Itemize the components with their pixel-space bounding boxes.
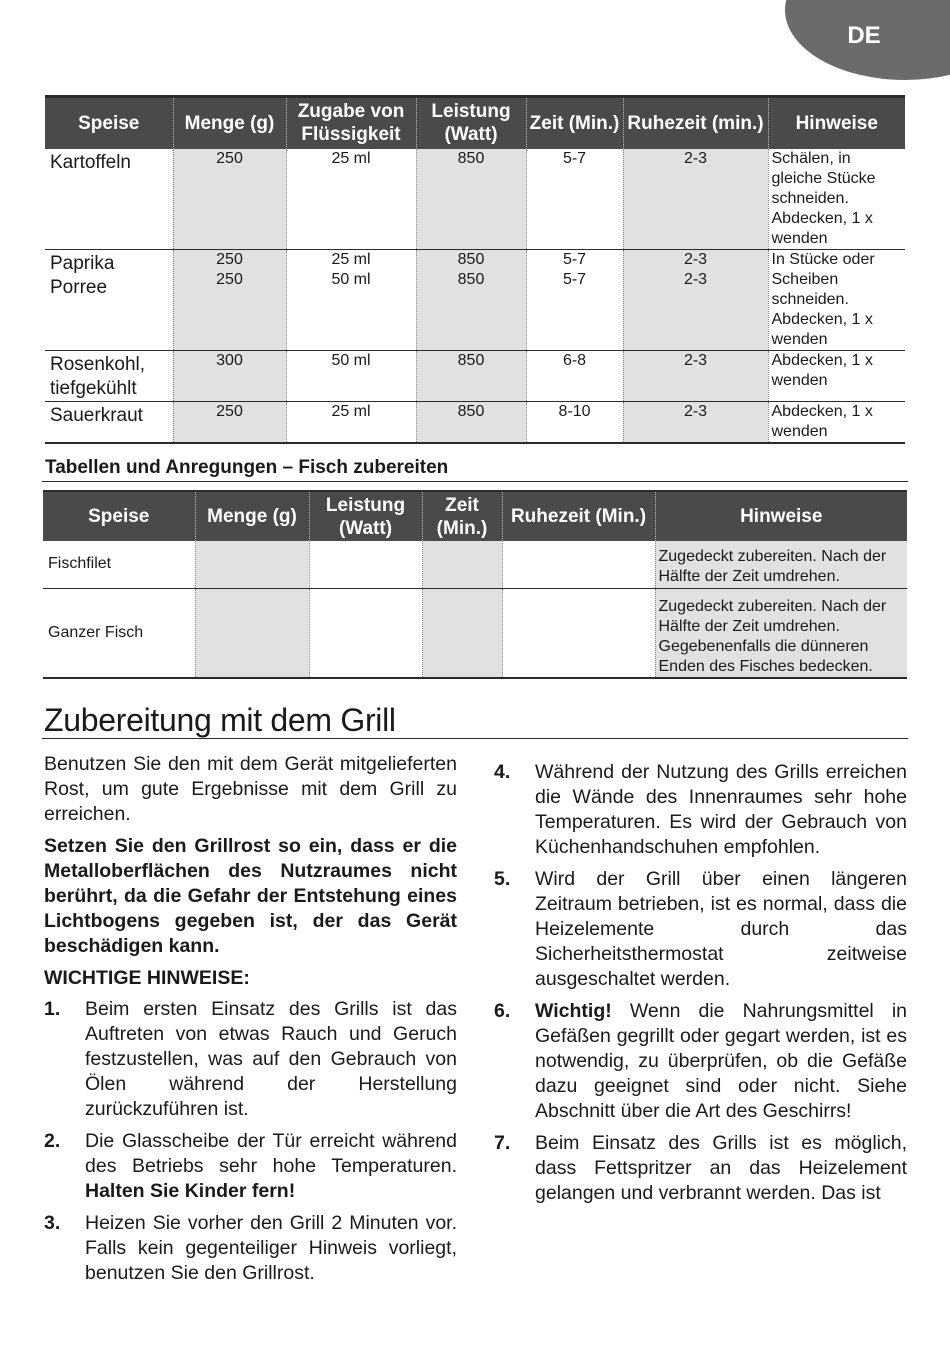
fish-cooking-table bbox=[43, 490, 907, 679]
note-item bbox=[494, 999, 907, 1124]
note-bold-text: Halten Sie Kinder fern! bbox=[85, 1180, 296, 1202]
cell-zeit: 8-10 bbox=[526, 402, 623, 444]
header-hinweise: Hinweise bbox=[655, 491, 907, 541]
cell-fluessigkeit: 25 ml 50 ml bbox=[286, 250, 416, 351]
table-row bbox=[45, 402, 905, 444]
fish-table-caption: Tabellen und Anregungen – Fisch zubereiten bbox=[45, 457, 449, 478]
vegetable-cooking-table bbox=[45, 95, 905, 444]
cell-speise: Kartoffeln bbox=[50, 151, 131, 173]
header-speise: Speise bbox=[43, 491, 195, 541]
cell-speise: Rosenkohl, tiefgekühlt bbox=[50, 354, 146, 399]
note-item bbox=[44, 997, 457, 1122]
cell-hinweise: Abdecken, 1 x wenden bbox=[771, 352, 873, 389]
right-column bbox=[494, 760, 907, 1213]
note-text: Die Glasscheibe der Tür erreicht während des Betriebs sehr hohe Temperaturen. bbox=[85, 1130, 457, 1177]
cell-leistung: 850 bbox=[416, 351, 526, 402]
cell-ruhezeit: 2-3 2-3 bbox=[623, 250, 768, 351]
cell-menge: 250 bbox=[173, 402, 286, 444]
cell-menge: 250 250 bbox=[173, 250, 286, 351]
language-label: DE bbox=[847, 22, 881, 49]
header-menge: Menge (g) bbox=[173, 97, 286, 149]
header-menge: Menge (g) bbox=[195, 491, 309, 541]
cell-leistung bbox=[309, 541, 422, 588]
note-number: 7. bbox=[494, 1132, 511, 1154]
cell-zeit bbox=[422, 588, 502, 678]
header-fluessigkeit: Zugabe von Flüssigkeit bbox=[286, 97, 416, 149]
table-header-row bbox=[45, 97, 905, 149]
cell-speise: Fischfilet bbox=[48, 555, 112, 573]
table-row bbox=[45, 351, 905, 402]
cell-hinweise: In Stücke oder Scheiben schneiden. Abdecken, 1 x wenden bbox=[771, 251, 875, 348]
cell-ruhezeit bbox=[502, 541, 655, 588]
table-row bbox=[45, 149, 905, 250]
left-column bbox=[44, 752, 457, 1293]
cell-ruhezeit: 2-3 bbox=[623, 351, 768, 402]
caption-divider bbox=[42, 481, 908, 482]
cell-menge bbox=[195, 541, 309, 588]
header-leistung: Leistung (Watt) bbox=[416, 97, 526, 149]
table-header-row bbox=[43, 491, 907, 541]
cell-zeit bbox=[422, 541, 502, 588]
table-row bbox=[43, 588, 907, 678]
note-number: 4. bbox=[494, 761, 511, 783]
note-text: Beim ersten Einsatz des Grills ist das Auftreten von etwas Rauch und Geruch festzustellen, was auf den Gebrauch von Ölen während der Herstellung zurückzuführen ist. bbox=[85, 998, 457, 1120]
section-divider bbox=[42, 738, 908, 739]
note-number: 5. bbox=[494, 868, 511, 890]
note-text: Heizen Sie vorher den Grill 2 Minuten vor. Falls kein gegenteiliger Hinweis vorliegt, benutzen Sie den Grillrost. bbox=[85, 1212, 457, 1284]
cell-hinweise: Zugedeckt zubereiten. Nach der Hälfte der Zeit umdrehen. Gegebenenfalls die dünneren Enden des Fisches bedecken. bbox=[655, 588, 907, 678]
note-text: Während der Nutzung des Grills erreichen die Wände des Innenraumes sehr hohe Temperaturen. Es wird der Gebrauch von Küchenhandschuhen empfohlen. bbox=[535, 761, 907, 858]
cell-leistung bbox=[309, 588, 422, 678]
cell-leistung: 850 850 bbox=[416, 250, 526, 351]
cell-speise: Sauerkraut bbox=[50, 405, 143, 426]
cell-menge: 250 bbox=[173, 149, 286, 250]
header-zeit: Zeit (Min.) bbox=[526, 97, 623, 149]
cell-ruhezeit bbox=[502, 588, 655, 678]
header-hinweise: Hinweise bbox=[768, 97, 905, 149]
cell-leistung: 850 bbox=[416, 402, 526, 444]
note-bold-text: Wichtig! bbox=[535, 1000, 612, 1022]
cell-zeit: 5-7 bbox=[526, 149, 623, 250]
cell-fluessigkeit: 25 ml bbox=[286, 149, 416, 250]
section-title: Zubereitung mit dem Grill bbox=[44, 702, 396, 738]
cell-speise: Paprika Porree bbox=[50, 253, 115, 298]
table-row bbox=[45, 250, 905, 351]
warning-paragraph: Setzen Sie den Grillrost so ein, dass er die Metalloberflächen des Nutzraumes nicht berührt, da die Gefahr der Entstehung eines Lichtbogens gegeben ist, der das Gerät beschädigen kann. bbox=[44, 835, 457, 957]
notes-heading: WICHTIGE HINWEISE: bbox=[44, 967, 250, 989]
cell-hinweise: Abdecken, 1 x wenden bbox=[771, 403, 873, 440]
table-row bbox=[43, 541, 907, 588]
note-number: 6. bbox=[494, 1000, 511, 1022]
note-item bbox=[494, 1131, 907, 1206]
cell-hinweise: Schälen, in gleiche Stücke schneiden. Abdecken, 1 x wenden bbox=[771, 149, 876, 247]
cell-fluessigkeit: 50 ml bbox=[286, 351, 416, 402]
note-text: Wenn die Nahrungsmittel in Gefäßen gegrillt oder gegart werden, ist es notwendig, zu überprüfen, ob die Gefäße dazu geeignet sind oder nicht. Siehe Abschnitt über die Art des Geschirrs! bbox=[535, 1000, 907, 1122]
cell-ruhezeit: 2-3 bbox=[623, 402, 768, 444]
cell-menge: 300 bbox=[173, 351, 286, 402]
cell-fluessigkeit: 25 ml bbox=[286, 402, 416, 444]
header-ruhezeit: Ruhezeit (Min.) bbox=[502, 491, 655, 541]
header-zeit: Zeit (Min.) bbox=[422, 491, 502, 541]
cell-leistung: 850 bbox=[416, 149, 526, 250]
cell-speise: Ganzer Fisch bbox=[48, 623, 144, 641]
note-item bbox=[494, 760, 907, 860]
cell-zeit: 5-7 5-7 bbox=[526, 250, 623, 351]
note-item bbox=[494, 867, 907, 992]
cell-menge bbox=[195, 588, 309, 678]
note-item bbox=[44, 1211, 457, 1286]
note-number: 1. bbox=[44, 998, 61, 1020]
note-item bbox=[44, 1129, 457, 1204]
note-text: Beim Einsatz des Grills ist es möglich, dass Fettspritzer an das Heizelement gelangen und verbrannt werden. Das ist bbox=[535, 1132, 907, 1204]
header-ruhezeit: Ruhezeit (min.) bbox=[623, 97, 768, 149]
note-number: 2. bbox=[44, 1130, 61, 1152]
header-leistung: Leistung (Watt) bbox=[309, 491, 422, 541]
cell-zeit: 6-8 bbox=[526, 351, 623, 402]
cell-hinweise: Zugedeckt zubereiten. Nach der Hälfte der Zeit umdrehen. bbox=[655, 541, 907, 588]
header-speise: Speise bbox=[45, 97, 173, 149]
note-number: 3. bbox=[44, 1212, 61, 1234]
note-text: Wird der Grill über einen längeren Zeitraum betrieben, ist es normal, dass die Heizelemente durch das Sicherheitsthermostat zeitweise ausgeschaltet werden. bbox=[535, 868, 907, 990]
intro-paragraph: Benutzen Sie den mit dem Gerät mitgelieferten Rost, um gute Ergebnisse mit dem Grill zu erreichen. bbox=[44, 753, 457, 825]
cell-ruhezeit: 2-3 bbox=[623, 149, 768, 250]
